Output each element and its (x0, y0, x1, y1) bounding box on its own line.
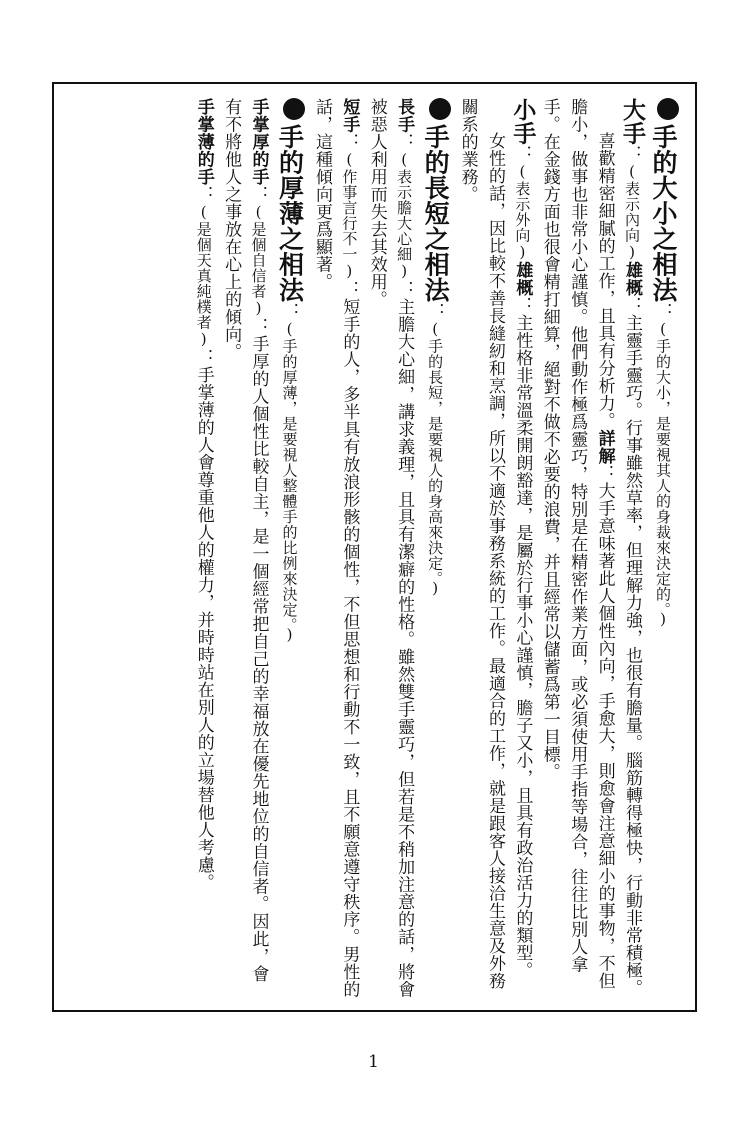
small-hand-text2: 女性的話，因比較不善長縫紉和烹調，所以不適於事務系統的工作。最適合的工作，就是跟客人接洽生意及外務關系的業務。 (457, 98, 505, 990)
short-hand-text: 短手的人，多半具有放浪形骸的個性，不但思想和行動不一致，且不願意遵守秩序。男性的話，這種傾向更爲顯著。 (311, 98, 360, 998)
section-length-heading: 手的長短之相法 (421, 124, 451, 303)
long-hand-note: (表示膽大心細) (395, 150, 414, 281)
big-hand-note: (表示內向) (623, 162, 641, 262)
section-size-heading: 手的大小之相法 (649, 124, 678, 303)
section-thickness-heading-line: 手的厚薄之相法：(手的厚薄，是要視人整體手的比例來決定。) (272, 98, 308, 998)
thick-palm-note: (是個自信者) (249, 203, 268, 318)
long-hand-paragraph: 長手：(表示膽大心細)：主膽大心細，講求義理，且具有潔癖的性格。雖然雙手靈巧，但若是不稍加注意的話，將會被惡人利用而失去其效用。 (366, 98, 415, 998)
page-number: 1 (368, 1052, 379, 1072)
big-hand-text3: 大手意味著此人個性內向，手愈大，則愈會注意細小的事物，不但膽小，做事也非常小心謹慎。他們動作極爲靈巧，特別是在精密作業方面，或必須使用手指等場合，往往比別人拿手。在金錢方面也很會精打細算，絕對不做不必要的浪費，并且經常以儲蓄爲第一目標。 (539, 98, 615, 990)
thin-palm-note: (是個天真純樸者) (194, 203, 213, 349)
big-hand-detail-paragraph: 喜歡精密細膩的工作，且具有分析力。詳解：大手意味著此人個性內向，手愈大，則愈會注意細小的事物，不但膽小，做事也非常小心謹慎。他們動作極爲靈巧，特別是在精密作業方面，或必須使用手指等場合，往往比別人拿手。在金錢方面也很會精打細算，絕對不做不必要的浪費，并且經常以儲蓄爲第一目標。 (539, 98, 615, 990)
bullet-icon (429, 98, 451, 120)
big-hand-text1: 主靈手靈巧。行事雖然草率，但理解力強，也很有膽量。腦筋轉得極快，行動非常積極。 (622, 314, 642, 997)
big-hand-paragraph: 大手：(表示內向)雄概：主靈手靈巧。行事雖然草率，但理解力強，也很有膽量。腦筋轉得極快，行動非常積極。 (619, 98, 645, 997)
small-hand-term: 小手 (509, 98, 536, 145)
short-hand-paragraph: 短手：(作事言行不一)：短手的人，多半具有放浪形骸的個性，不但思想和行動不一致，且不願意遵守秩序。男性的話，這種傾向更爲顯著。 (311, 98, 360, 998)
section-thickness-heading: 手的厚薄之相法 (275, 124, 305, 303)
long-hand-term: 長手 (394, 98, 415, 133)
short-hand-note: (作事言行不一) (340, 150, 359, 281)
section-size-heading-line: 手的大小之相法：(手的大小，是要視其人的身裁來決定的。) (645, 98, 681, 998)
short-hand-term: 短手 (339, 98, 360, 133)
thick-palm-text: 手厚的人個性比較自主，是一個經常把自己的幸福放在優先地位的自信者。因此，會有不將他人之事放在心上的傾向。 (221, 98, 269, 983)
small-hand-text1: 主性格非常溫柔開朗豁達，是屬於行事小心謹慎，膽子又小，且具有政治活力的類型。 (512, 314, 533, 979)
section-length-note: (手的長短，是要視人的身高來決定。) (426, 320, 445, 598)
long-hand-text: 主膽大心細，講求義理，且具有潔癖的性格。雖然雙手靈巧，但若是不稍加注意的話，將會被惡人利用而失去其效用。 (366, 98, 415, 998)
big-hand-expl-label: 詳解 (594, 429, 615, 465)
small-hand-type: 雄概 (512, 261, 533, 297)
thick-palm-term: 手掌厚的手 (248, 98, 269, 186)
small-hand-note: (表示外向) (513, 162, 532, 262)
thin-palm-text: 手掌薄的人會尊重他人的權力，并時時站在別人的立場替他人考慮。 (193, 366, 214, 891)
thin-palm-term: 手掌薄的手 (193, 98, 214, 186)
small-hand-female-paragraph (453, 98, 508, 998)
big-hand-term: 大手 (619, 98, 645, 145)
small-hand-paragraph: 小手：(表示外向)雄概：主性格非常溫柔開朗豁達，是屬於行事小心謹慎，膽子又小，且具有政治活力的類型。 (509, 98, 536, 979)
vertical-text-body (189, 98, 681, 998)
thick-palm-paragraph: 手掌厚的手：(是個自信者)：手厚的人個性比較自主，是一個經常把自己的幸福放在優先地位的自信者。因此，會有不將他人之事放在心上的傾向。 (221, 98, 269, 983)
big-hand-text2: 喜歡精密細膩的工作，且具有分析力。 (594, 132, 615, 430)
thin-palm-paragraph: 手掌薄的手：(是個天真純樸者)：手掌薄的人會尊重他人的權力，并時時站在別人的立場替他人考慮。 (193, 98, 214, 891)
bullet-icon (657, 98, 679, 120)
big-hand-type: 雄概 (622, 261, 642, 297)
section-length-heading-line: 手的長短之相法：(手的長短，是要視人的身高來決定。) (417, 98, 453, 998)
bullet-icon (283, 98, 305, 120)
section-thickness-note: (手的厚薄，是要視人整體手的比例來決定。) (280, 320, 299, 644)
page-frame (52, 82, 697, 1012)
section-size-note: (手的大小，是要視其人的身裁來決定的。) (654, 320, 672, 629)
